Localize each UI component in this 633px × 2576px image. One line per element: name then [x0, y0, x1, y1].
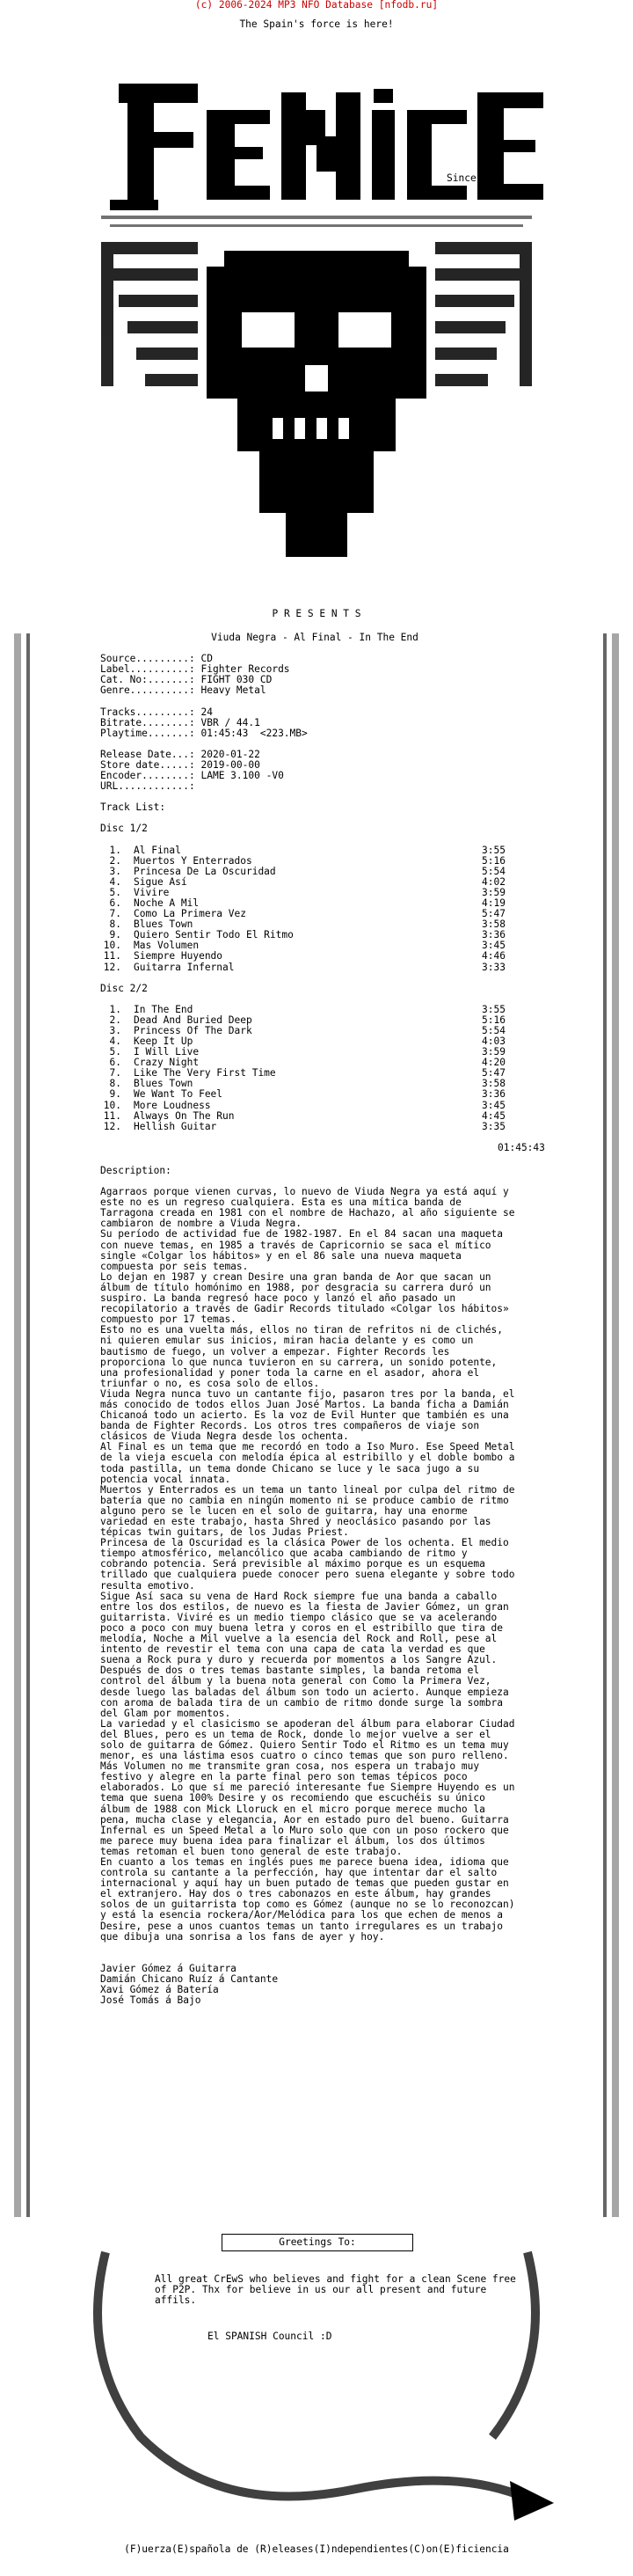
- total-time: 01:45:43: [498, 1141, 545, 1153]
- track-title: Siempre Huyendo: [134, 950, 223, 962]
- track-time: 5:16: [482, 854, 506, 867]
- track-time: 3:36: [482, 1088, 506, 1101]
- track-title: Sigue Así: [134, 875, 187, 888]
- council-line: El SPANISH Council :D: [207, 2331, 332, 2342]
- track-number: 4.: [109, 875, 121, 888]
- tracklist-heading: Track List:: [100, 801, 166, 814]
- track-number: 1.: [109, 844, 121, 856]
- release-info-line: [100, 696, 582, 706]
- disc-label: Disc 2/2: [100, 982, 148, 994]
- track-number: 7.: [109, 908, 121, 920]
- track-number: 10.: [103, 1099, 121, 1111]
- track-row: [100, 856, 582, 867]
- release-info-line: Cat. No:.......: FIGHT 030 CD: [100, 674, 273, 686]
- footer-acronym: (F)uerza(E)spañola de (R)eleases(I)ndependientes(C)on(E)ficiencia: [124, 2543, 509, 2555]
- release-info-lines: [47, 654, 582, 792]
- track-number: 8.: [109, 1078, 121, 1090]
- track-title: Como La Primera Vez: [134, 908, 246, 920]
- track-number: 3.: [109, 1024, 121, 1036]
- track-title: Guitarra Infernal: [134, 961, 235, 973]
- logo-lettering: [110, 84, 543, 210]
- description-paragraph: Lo dejan en 1987 y crean Desire una gran banda de Aor que sacan un álbum de título homónimo en 1988, por desgracia su carrera duró un suspiro. La banda regresó hace poco y lanzó el año pasado un recopilatorio a través de Gadir Records titulado «Colgar los hábitos» compuesto por 17 temas.: [100, 1270, 509, 1326]
- track-title: Dead And Buried Deep: [134, 1014, 252, 1026]
- track-row: [100, 1111, 582, 1122]
- track-time: 3:35: [482, 1120, 506, 1132]
- track-time: 5:47: [482, 908, 506, 920]
- tagline: The Spain's force is here!: [239, 18, 394, 30]
- release-info-line: Label..........: Fighter Records: [100, 663, 290, 676]
- track-title: In The End: [134, 1003, 193, 1015]
- release-title: Viuda Negra - Al Final - In The End: [211, 632, 418, 643]
- description-paragraph: Sigue Así saca su vena de Hard Rock siempre fue una banda a caballo entre los dos estilos, de nuevo es la fiesta de Javier Gómez, un gran guitarrista. Viviré es un medio tiempo clásico que se va acelerando poco a poco con muy buena letra y coros en el estribillo que tira de melodía, Noche a Mil vuelve a la esencia del Rock and Roll, pese al intento de revestir el tema con una capa de cata la verdad es que suena a Rock pura y duro y recuerda por momentos a los Sangre Azul.: [100, 1590, 509, 1666]
- greetings-text: All great CrEwS who believes and fight for a clean Scene free of P2P. Thx for believe in us our all present and future affils.: [155, 2273, 516, 2307]
- track-number: 5.: [109, 886, 121, 898]
- track-time: 3:45: [482, 1099, 506, 1111]
- track-row: [100, 845, 582, 856]
- bottom-swirl-art: [70, 2235, 563, 2525]
- track-title: Vivire: [134, 886, 170, 898]
- release-info-line: Bitrate........: VBR / 44.1: [100, 716, 260, 728]
- track-title: More Loudness: [134, 1099, 211, 1111]
- wing-right-art: [435, 242, 532, 386]
- track-time: 5:54: [482, 865, 506, 877]
- track-number: 9.: [109, 929, 121, 941]
- track-title: Mas Volumen: [134, 940, 200, 952]
- wing-left-art: [101, 242, 198, 386]
- track-time: 4:20: [482, 1057, 506, 1069]
- members-list: [47, 1964, 582, 2006]
- release-info-line: Source.........: CD: [100, 653, 213, 665]
- track-row: [100, 1005, 582, 1015]
- track-row: [100, 1122, 582, 1132]
- track-time: 3:55: [482, 1003, 506, 1015]
- track-time: 3:58: [482, 918, 506, 931]
- track-time: 3:33: [482, 961, 506, 973]
- track-time: 3:36: [482, 929, 506, 941]
- track-number: 12.: [103, 961, 121, 973]
- track-title: Hellish Guitar: [134, 1120, 217, 1132]
- track-number: 4.: [109, 1036, 121, 1047]
- track-time: 5:54: [482, 1024, 506, 1036]
- release-info-line: URL............:: [100, 780, 195, 793]
- description-panel: [47, 1166, 582, 2006]
- track-row: [100, 1101, 582, 1111]
- description-body: [47, 1187, 519, 1943]
- track-title: Princesa De La Oscuridad: [134, 865, 276, 877]
- member-line: Javier Gómez á Guitarra: [100, 1962, 236, 1974]
- description-paragraph: Princesa de la Oscuridad es la clásica Power de los ochenta. El medio tiempo atmosférico, melancólico que acaba cambiando de ritmo y cobrando potencia. Será previsible al máximo porque es un esquema trillado que cualquiera puede conocer pero suena elegante y sobre todo resulta emotivo.: [100, 1537, 515, 1592]
- track-title: Quiero Sentir Todo El Ritmo: [134, 929, 294, 941]
- description-paragraph: Agarraos porque vienen curvas, lo nuevo de Viuda Negra ya está aquí y este no es un regreso cualquiera. Esta es una mítica banda de Tarragona creada en 1981 con el nombre de Hachazo, al año siguiente se cambiaron de nombre a Viuda Negra.: [100, 1186, 515, 1230]
- track-time: 4:46: [482, 950, 506, 962]
- track-row: [100, 877, 582, 888]
- description-heading: Description:: [100, 1165, 171, 1176]
- track-number: 5.: [109, 1046, 121, 1058]
- track-row: [100, 867, 582, 877]
- track-number: 2.: [109, 1014, 121, 1026]
- release-info-line: Playtime.......: 01:45:43 <223.MB>: [100, 727, 308, 739]
- track-title: I Will Live: [134, 1046, 200, 1058]
- track-number: 10.: [103, 940, 121, 952]
- track-number: 8.: [109, 918, 121, 931]
- track-title: Like The Very First Time: [134, 1067, 276, 1079]
- track-title: Noche A Mil: [134, 896, 200, 909]
- track-number: 7.: [109, 1067, 121, 1079]
- track-row: [100, 1089, 582, 1100]
- track-time: 3:45: [482, 940, 506, 952]
- track-number: 2.: [109, 854, 121, 867]
- track-time: 3:59: [482, 1046, 506, 1058]
- description-paragraph: Viuda Negra nunca tuvo un cantante fijo, pasaron tres por la banda, el más conocido de todos ellos Juan José Martos. La banda ficha a Damián Chicanoá todo un acierto. Es la voz de Evil Hunter que también es una banda de Fighter Records. Los otros tres compañeros de viaje son clásicos de Viuda Negra desde los ochenta.: [100, 1387, 515, 1443]
- greetings-heading: Greetings To:: [222, 2234, 413, 2251]
- track-time: 4:45: [482, 1109, 506, 1122]
- track-title: Blues Town: [134, 1078, 193, 1090]
- release-info-line: Store date.....: 2019-00-00: [100, 759, 260, 772]
- track-title: Muertos Y Enterrados: [134, 854, 252, 867]
- track-time: 3:55: [482, 844, 506, 856]
- description-paragraph: Su período de actividad fue de 1982-1987. En el 84 sacan una maqueta con nueve temas, en 1985 a través de Capricornio se saca el mítico single «Colgar los hábitos» y en el 86 sale una nueva maqueta compuesta por seis temas.: [100, 1228, 504, 1272]
- release-info-line: Genre..........: Heavy Metal: [100, 684, 266, 697]
- track-title: Blues Town: [134, 918, 193, 931]
- member-line: Damián Chicano Ruíz á Cantante: [100, 1972, 279, 1985]
- description-paragraph: Esto no es una vuelta más, ellos no tiran de refritos ni de clichés, ni quieren emular sus inicios, miran hacia delante y es como un bautismo de fuego, un volver a empezar. Fighter Records les proporciona lo que nunca tuvieron en su carrera, un sonido potente, una profesionalidad y poner toda la carne en el asador, ahora el triunfar o no, es cosa solo de ellos.: [100, 1324, 504, 1389]
- track-number: 6.: [109, 896, 121, 909]
- track-number: 6.: [109, 1057, 121, 1069]
- track-time: 3:58: [482, 1078, 506, 1090]
- presents-label: P R E S E N T S: [272, 608, 361, 619]
- release-info-line: Tracks.........: 24: [100, 706, 213, 718]
- description-paragraph: Después de dos o tres temas bastante simples, la banda retoma el control del álbum y la buena nota general con Como la Primera Vez, desde luego las baladas del álbum son todo un acierto. Aunque empieza con aroma de balada tira de un cambio de ritmo donde surge la sombra del Glam por momentos.: [100, 1665, 509, 1719]
- track-title: We Want To Feel: [134, 1088, 223, 1101]
- track-time: 4:19: [482, 896, 506, 909]
- description-paragraph: En cuanto a los temas en inglés pues me parece buena idea, idioma que controla su cantante a la perfección, hay que intentar dar el salto internacional y aquí hay un buen putado de temas que pueden gustar en el extranjero. Hay dos o tres cabonazos en este álbum, hay grandes solos de un guitarrista top como es Gómez (aunque no se lo reconozcan) y está la esencia rockera/Aor/Melódica para los que echen de menos a Desire, pese a unos cuantos temas un tanto irregulares es un trabajo que dibuja una sonrisa a los fans de ayer y hoy.: [100, 1856, 515, 1943]
- release-info-panel: [47, 633, 582, 1153]
- track-time: 4:03: [482, 1036, 506, 1047]
- track-time: 4:02: [482, 875, 506, 888]
- release-info-line: Encoder........: LAME 3.100 -V0: [100, 770, 284, 782]
- track-number: 12.: [103, 1120, 121, 1132]
- member-line: José Tomás á Bajo: [100, 1994, 201, 2007]
- copyright-line: (c) 2006-2024 MP3 NFO Database [nfodb.ru]: [194, 0, 439, 11]
- description-paragraph: La variedad y el clasicismo se apoderan del álbum para elaborar Ciudad del Blues, pero es un tema de Rock, donde lo mejor vuelve a ser el solo de guitarra de Gómez. Quiero Sentir Todo el Ritmo es un tema muy menor, es una lástima esos cuatro o cinco temas que son puro relleno. Más Volumen no me transmite gran cosa, nos espera un trabajo muy festivo y alegre en la parte final pero son temas tépicos poco elaborados. Lo que sí me pareció interesante fue Siempre Huyendo es un tema que suena 100% Desire y os recomiendo que escuchéis su único álbum de 1988 con Mick Lloruck en el micro porque merece mucho la pena, mucha clase y elegancia, Aor en estado puro del bueno. Guitarra Infernal es un Speed Metal a lo Muro solo que con un poso rockero que me parece muy buena idea para finalizar el álbum, los dos últimos temas retoman el buen tono general de este trabajo.: [100, 1717, 515, 1857]
- description-paragraph: Al Final es un tema que me recordó en todo a Iso Muro. Ese Speed Metal de la vieja escuela con melodía épica al estribillo y el doble bombo a toda pastilla, un tema donde Chicano se luce y le saca jugo a su potencia vocal innata.: [100, 1441, 515, 1485]
- track-row: [100, 951, 582, 962]
- track-number: 11.: [103, 1109, 121, 1122]
- track-time: 5:16: [482, 1014, 506, 1026]
- track-title: Al Final: [134, 844, 181, 856]
- right-border-art: [589, 633, 626, 2217]
- track-number: 9.: [109, 1088, 121, 1101]
- release-info-line: Release Date...: 2020-01-22: [100, 748, 260, 760]
- disc-label: Disc 1/2: [100, 823, 148, 835]
- description-paragraph: Muertos y Enterrados es un tema un tanto lineal por culpa del ritmo de batería que no cambia en ningún momento ni se produce cambio de ritmo alguno pero se le lucen en el solo de guitarra, hay una enorme variedad en este trabajo, hasta Shred y neoclásico pasando por las tépicas twin guitars, de los Judas Priest.: [100, 1483, 515, 1539]
- track-title: Always On The Run: [134, 1109, 235, 1122]
- tracklist: [47, 823, 582, 1131]
- track-row: [100, 962, 582, 973]
- track-number: 11.: [103, 950, 121, 962]
- left-border-art: [7, 633, 44, 2217]
- track-title: Princess Of The Dark: [134, 1024, 252, 1036]
- track-title: Crazy Night: [134, 1057, 200, 1069]
- track-number: 1.: [109, 1003, 121, 1015]
- track-time: 5:47: [482, 1067, 506, 1079]
- track-time: 3:59: [482, 886, 506, 898]
- since-label: Since 99: [447, 172, 494, 184]
- track-number: 3.: [109, 865, 121, 877]
- track-title: Keep It Up: [134, 1036, 193, 1047]
- fenice-logo-art: [84, 48, 549, 594]
- skull-art: [207, 251, 426, 557]
- member-line: Xavi Gómez á Batería: [100, 1983, 219, 1995]
